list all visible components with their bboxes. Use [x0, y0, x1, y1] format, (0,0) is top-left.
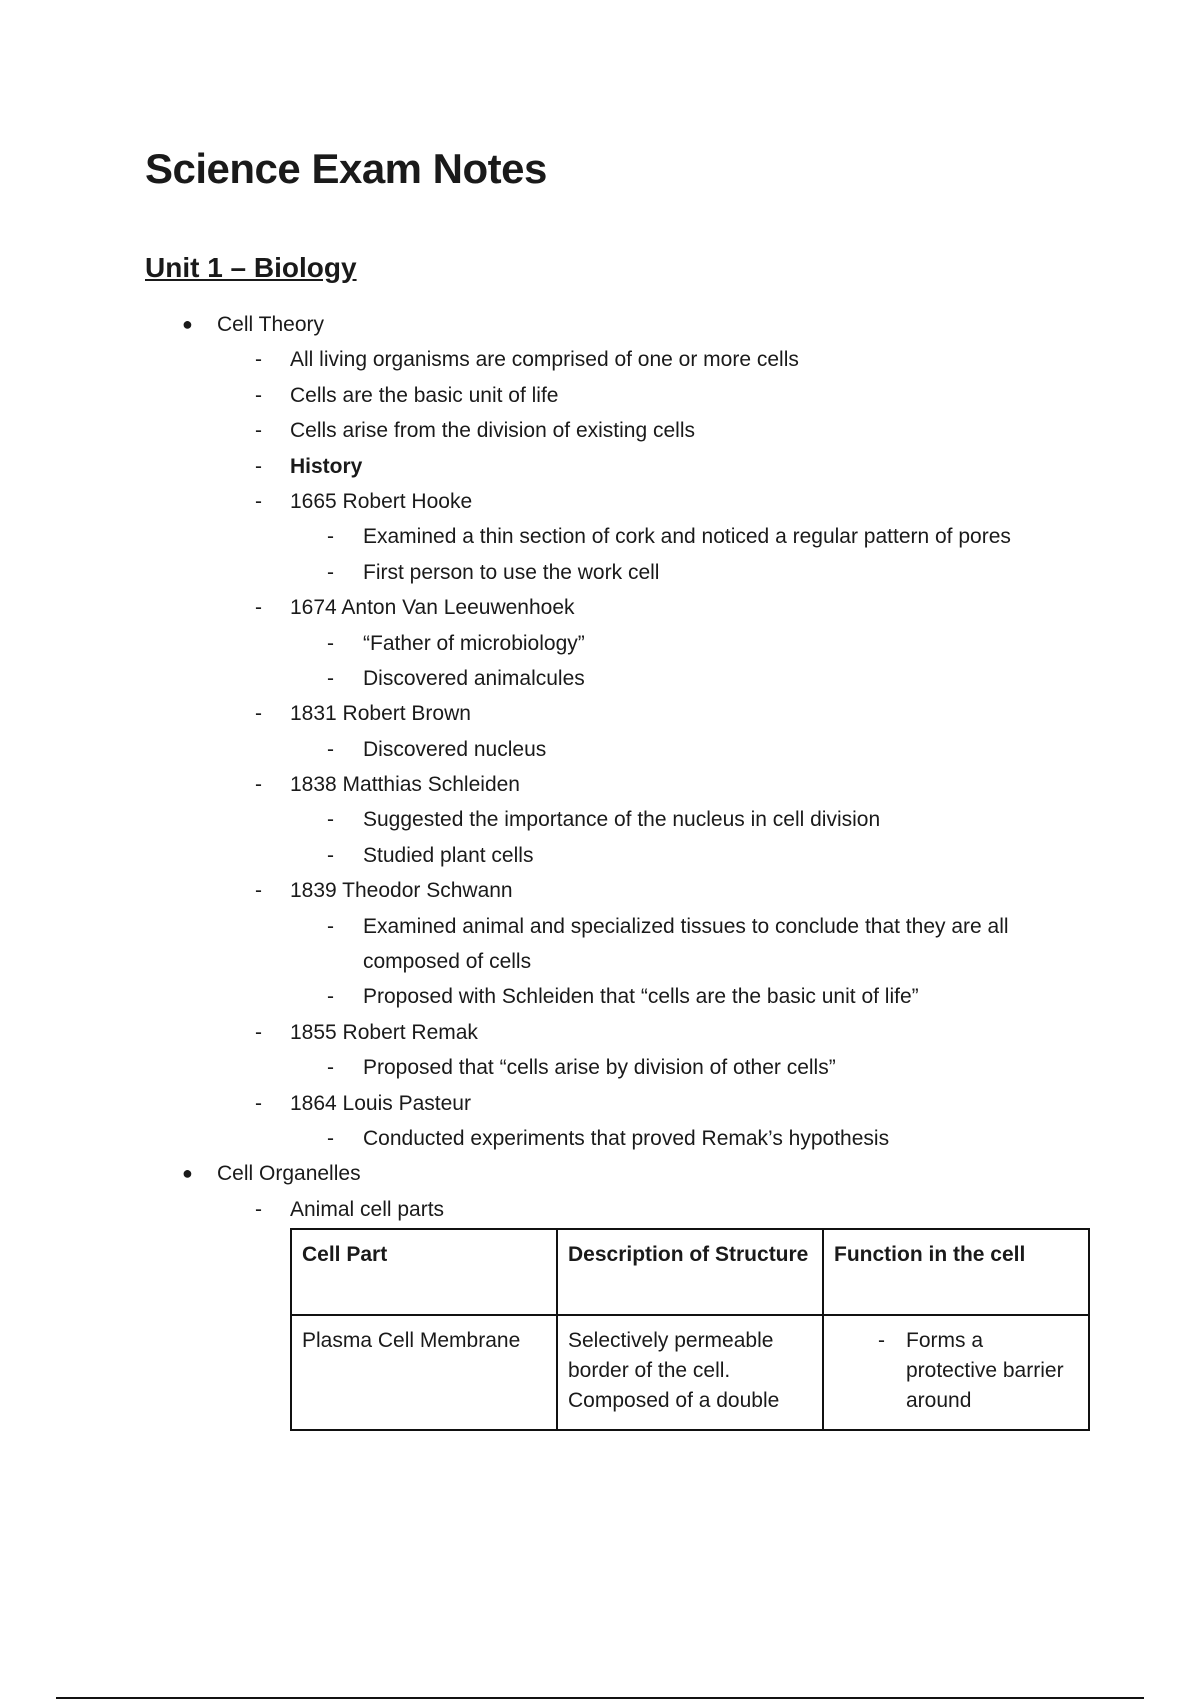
dash-bullet-icon: - — [327, 985, 334, 1009]
cell-part-description: Selectively permeable border of the cell. Composed of a double — [557, 1315, 823, 1430]
header-function: Function in the cell — [823, 1229, 1089, 1315]
unit-heading: Unit 1 – Biology — [145, 252, 357, 283]
list-item-text: Examined a thin section of cork and noticed a regular pattern of pores — [363, 525, 1011, 549]
dash-bullet-icon: - — [255, 1091, 262, 1115]
list-item-text: 1838 Matthias Schleiden — [290, 773, 520, 797]
cell-parts-table — [290, 1228, 1090, 1431]
list-item-text: Cells arise from the division of existing cells — [290, 419, 695, 443]
bullet-dot-icon: ● — [182, 1163, 193, 1184]
list-item — [0, 555, 1200, 590]
list-item — [0, 802, 1200, 837]
cell-part-function: Forms a protective barrier around — [906, 1329, 1064, 1412]
list-item-text: History — [290, 454, 363, 478]
list-item — [0, 979, 1200, 1014]
list-item — [0, 626, 1200, 661]
dash-bullet-icon: - — [327, 808, 334, 832]
list-item-text: Studied plant cells — [363, 843, 534, 867]
dash-bullet-icon: - — [327, 1126, 334, 1150]
list-item-text: Conducted experiments that proved Remak’s hypothesis — [363, 1126, 890, 1150]
list-item-text: Proposed with Schleiden that “cells are the basic unit of life” — [363, 985, 919, 1009]
list-item — [0, 1121, 1200, 1156]
dash-bullet-icon: - — [327, 1056, 334, 1080]
list-item — [0, 519, 1200, 554]
dash-bullet-icon: - — [255, 383, 262, 407]
list-item — [0, 944, 1200, 979]
list-item-text: First person to use the work cell — [363, 560, 660, 584]
dash-bullet-icon: - — [255, 702, 262, 726]
dash-bullet-icon: - — [255, 773, 262, 797]
dash-bullet-icon: - — [255, 419, 262, 443]
dash-bullet-icon: - — [255, 489, 262, 513]
list-item-text: Cell Organelles — [217, 1162, 361, 1186]
list-item — [0, 661, 1200, 696]
notes-outline — [0, 307, 1200, 1227]
list-item — [0, 1086, 1200, 1121]
list-item — [0, 590, 1200, 625]
page-title: Science Exam Notes — [145, 145, 547, 192]
list-item — [0, 449, 1200, 484]
list-item-text: All living organisms are comprised of one or more cells — [290, 348, 799, 372]
list-item-text: Animal cell parts — [290, 1197, 445, 1221]
list-item — [0, 342, 1200, 377]
list-item — [0, 307, 1200, 342]
list-item-text: “Father of microbiology” — [363, 631, 585, 655]
list-item — [0, 696, 1200, 731]
list-item-text: Discovered nucleus — [363, 737, 547, 761]
list-item-text: 1839 Theodor Schwann — [290, 879, 513, 903]
list-item-text: composed of cells — [363, 950, 532, 974]
list-item — [0, 1015, 1200, 1050]
list-item — [0, 873, 1200, 908]
dash-bullet-icon: - — [327, 914, 334, 938]
table-header-row — [291, 1229, 1089, 1315]
list-item-text: 1831 Robert Brown — [290, 702, 471, 726]
cell-part-function-cell — [823, 1315, 1089, 1430]
table-row — [291, 1315, 1089, 1430]
list-item-text: Discovered animalcules — [363, 666, 585, 690]
dash-bullet-icon: - — [255, 454, 262, 478]
list-item — [0, 378, 1200, 413]
header-description: Description of Structure — [557, 1229, 823, 1315]
dash-bullet-icon: - — [255, 1197, 262, 1221]
list-item-text: 1674 Anton Van Leeuwenhoek — [290, 596, 575, 620]
list-item-text: Examined animal and specialized tissues to conclude that they are all — [363, 914, 1009, 938]
dash-bullet-icon: - — [327, 525, 334, 549]
list-item — [0, 1156, 1200, 1191]
dash-bullet-icon: - — [255, 348, 262, 372]
dash-bullet-icon: - — [255, 1020, 262, 1044]
header-cell-part: Cell Part — [291, 1229, 557, 1315]
page-bottom-rule — [56, 1697, 1144, 1699]
list-item — [0, 838, 1200, 873]
list-item — [0, 1192, 1200, 1227]
list-item-text: Cell Theory — [217, 313, 324, 336]
list-item — [0, 732, 1200, 767]
list-item — [0, 413, 1200, 448]
dash-bullet-icon: - — [327, 843, 334, 867]
list-item-text: 1665 Robert Hooke — [290, 489, 473, 513]
list-item-text: 1855 Robert Remak — [290, 1020, 478, 1044]
list-item-text: Cells are the basic unit of life — [290, 383, 559, 407]
list-item — [0, 1050, 1200, 1085]
cell-part-name: Plasma Cell Membrane — [291, 1315, 557, 1430]
dash-bullet-icon: - — [327, 631, 334, 655]
dash-bullet-icon: - — [255, 596, 262, 620]
list-item — [0, 484, 1200, 519]
list-item — [0, 767, 1200, 802]
dash-bullet-icon: - — [327, 737, 334, 761]
dash-bullet-icon: - — [255, 879, 262, 903]
list-item-text: Proposed that “cells arise by division of other cells” — [363, 1056, 836, 1080]
list-item-text: 1864 Louis Pasteur — [290, 1091, 471, 1115]
dash-bullet-icon: - — [878, 1329, 885, 1352]
dash-bullet-icon: - — [327, 560, 334, 584]
bullet-dot-icon: ● — [182, 314, 193, 334]
list-item — [0, 909, 1200, 944]
dash-bullet-icon: - — [327, 666, 334, 690]
list-item-text: Suggested the importance of the nucleus in cell division — [363, 808, 881, 832]
